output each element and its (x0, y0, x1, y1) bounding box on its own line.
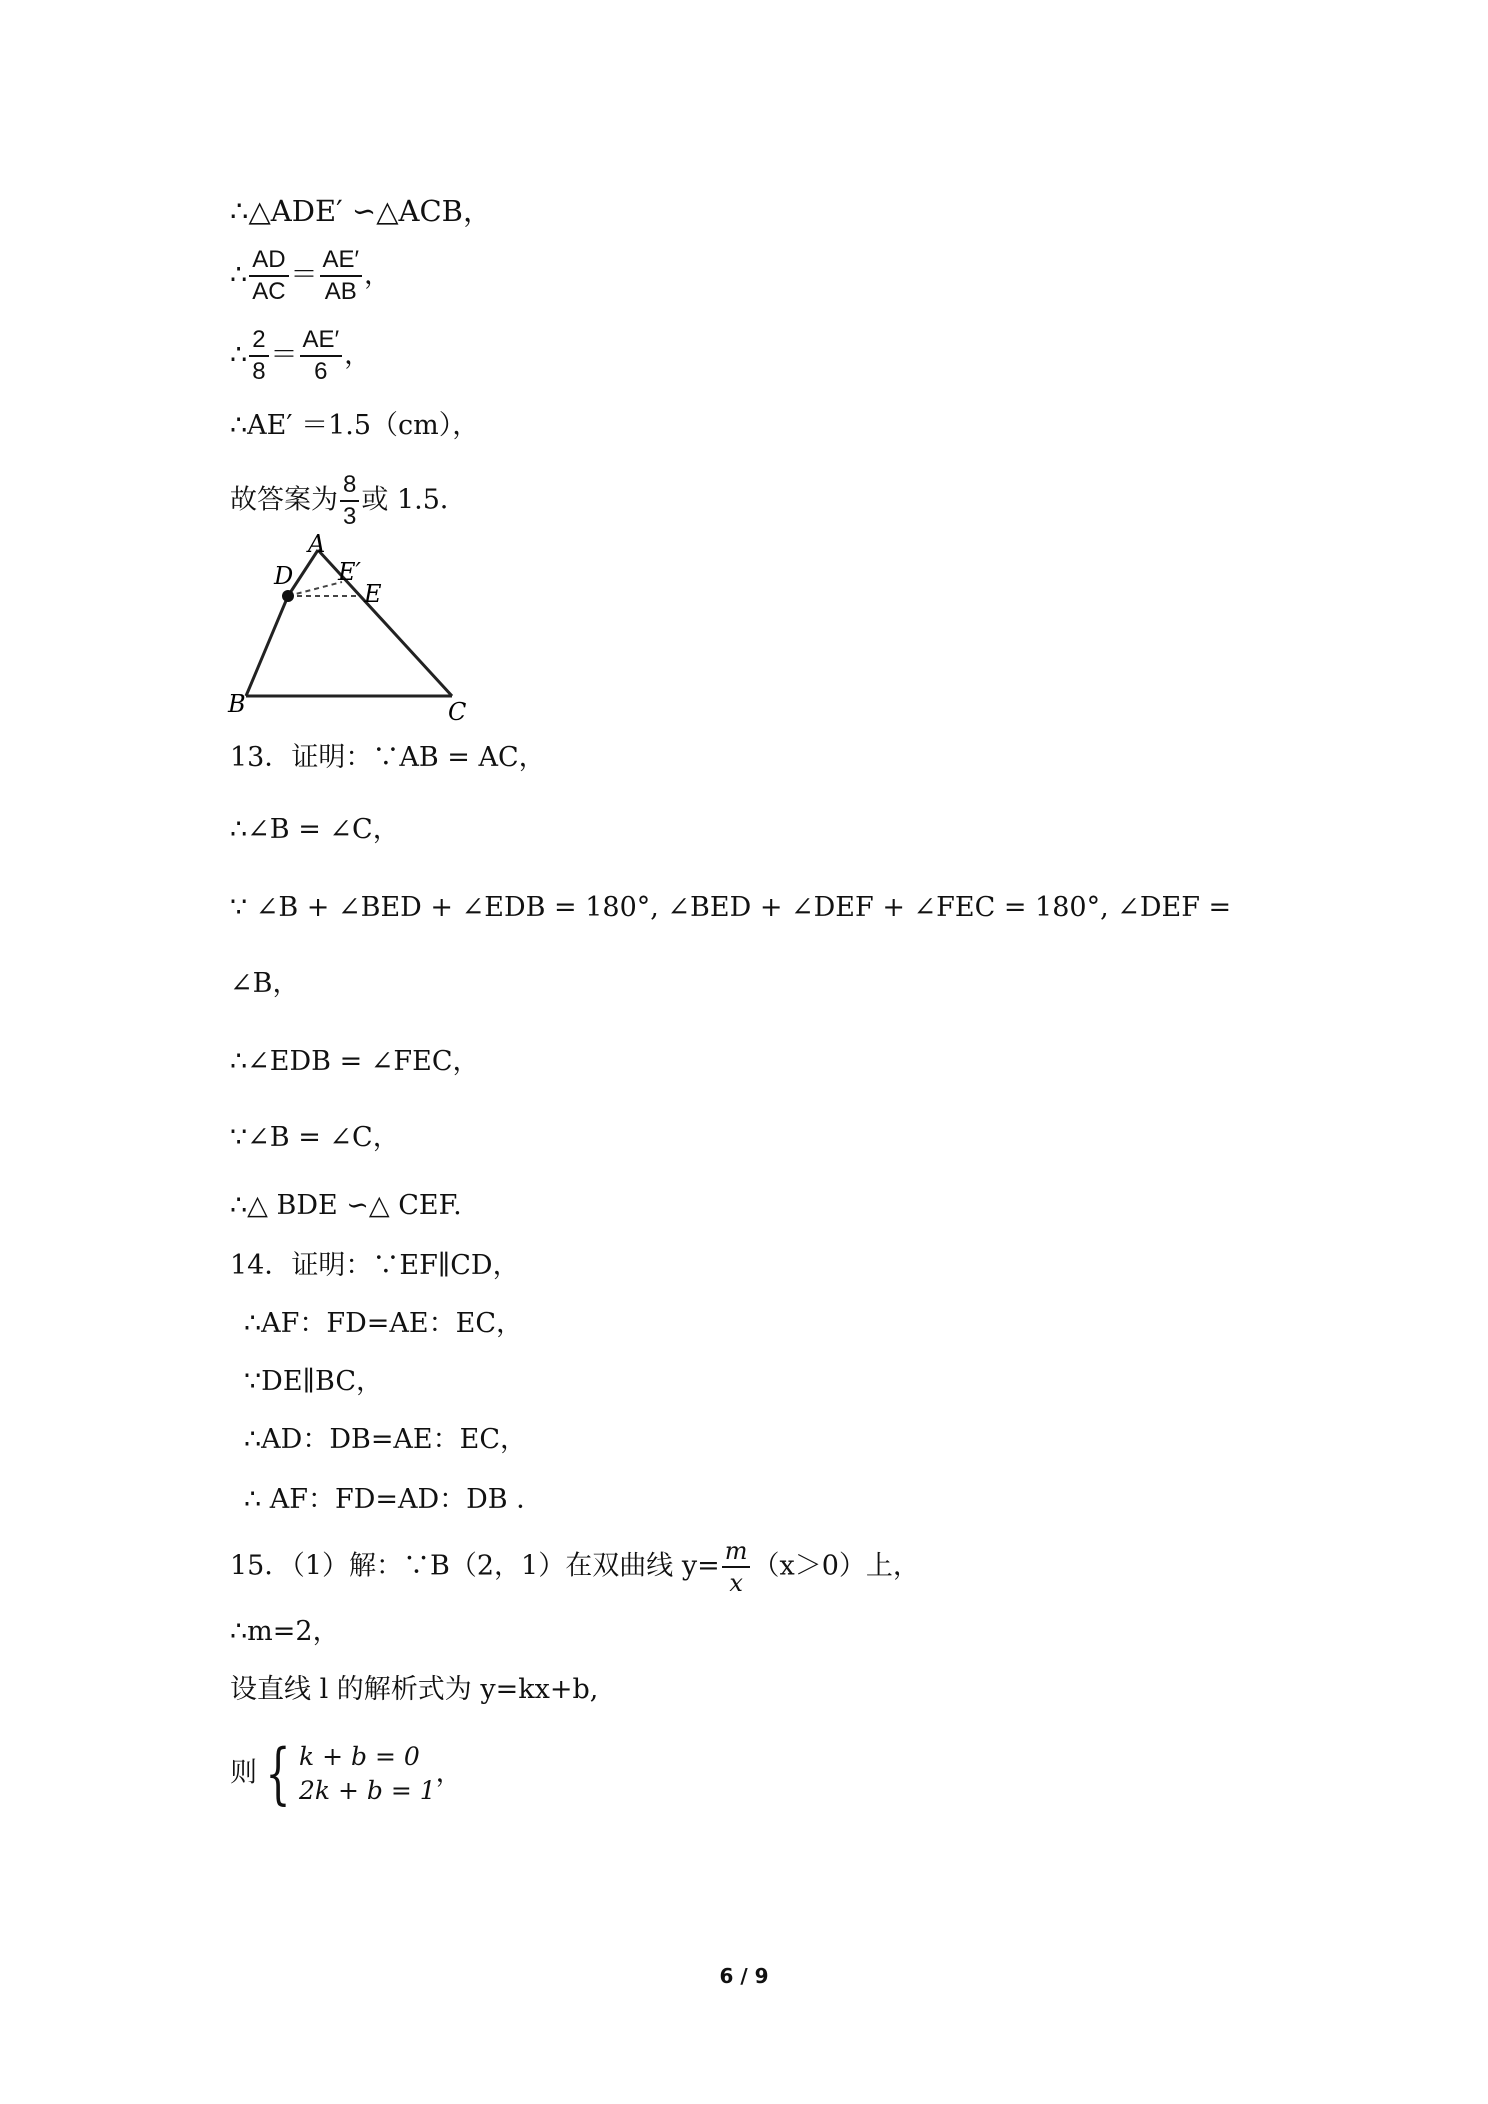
text: 15．（1）解：∵B（2，1）在双曲线 y= (230, 1550, 720, 1582)
label-c: C (448, 698, 467, 726)
text: ∴△ADE′ ∽△ACB， (230, 194, 492, 228)
text: ∴∠EDB = ∠FEC， (230, 1046, 480, 1077)
therefore-symbol: ∴ (230, 339, 248, 371)
q14-title (230, 1248, 520, 1284)
label-d: D (274, 562, 294, 590)
brace: { (265, 1735, 291, 1812)
numerator: 2 (249, 325, 268, 357)
denominator: AC (252, 278, 286, 305)
text: ∠B， (230, 968, 300, 999)
fraction-8-3 (340, 470, 359, 532)
q13-line-7 (230, 1188, 462, 1224)
equals: ＝ (290, 259, 318, 291)
line-ratio-2 (230, 325, 371, 387)
text: ∴ AF：FD=AD：DB ． (244, 1484, 544, 1515)
text: ∵∠B = ∠C， (230, 1122, 400, 1153)
fraction-m-x (722, 1536, 751, 1598)
triangle-figure (220, 528, 480, 728)
equation-2: 2k + b = 1 (299, 1776, 436, 1805)
line-ratio-1 (230, 245, 391, 307)
line-similar-triangles (230, 193, 492, 231)
denominator: x (729, 1569, 743, 1597)
q15-line-3 (230, 1672, 598, 1708)
equation-system (257, 1735, 436, 1812)
numerator: AE′ (300, 325, 343, 357)
denominator: 3 (343, 503, 357, 530)
q13-line-3 (230, 890, 1231, 926)
q13-line-4 (230, 966, 299, 1002)
point-d (282, 590, 294, 602)
comma: ， (364, 259, 392, 291)
text: ∴AD：DB=AE：EC， (244, 1424, 528, 1455)
text: 故答案为 (230, 484, 338, 516)
therefore-symbol: ∴ (230, 259, 248, 291)
comma: ， (435, 1757, 463, 1789)
edge-db (246, 596, 288, 696)
text: 或 1.5． (361, 484, 467, 516)
text: ∴∠B = ∠C， (230, 814, 400, 845)
q14-line-5 (244, 1482, 543, 1518)
line-answer (230, 470, 467, 532)
denominator: 8 (252, 358, 266, 385)
fraction-2-8 (249, 325, 268, 387)
text: （x＞0）上， (752, 1550, 920, 1582)
text: 13．证明：∵AB = AC， (230, 742, 546, 773)
line-ae-value (230, 408, 479, 444)
q13-line-2 (230, 812, 400, 848)
page-number: 6 / 9 (719, 1964, 769, 1988)
text: ∵DE∥BC， (244, 1366, 384, 1397)
fraction-ae-6 (300, 325, 343, 387)
equation-1: k + b = 0 (299, 1742, 420, 1771)
label-e-prime: E′ (338, 558, 361, 586)
denominator: 6 (314, 358, 328, 385)
text: ∵ ∠B + ∠BED + ∠EDB = 180°, ∠BED + ∠DEF + ∠FEC = 180°, ∠DEF = (230, 892, 1232, 923)
q13-line-6 (230, 1120, 400, 1156)
text: ∴m=2， (230, 1616, 340, 1647)
text: 14．证明：∵EF∥CD， (230, 1250, 520, 1281)
q15-line-2 (230, 1614, 340, 1650)
denominator: AB (324, 278, 357, 305)
numerator: AD (249, 245, 288, 277)
q15-title (230, 1536, 920, 1598)
numerator: 8 (340, 470, 359, 502)
text: ∴AE′ ＝1.5（cm）， (230, 410, 480, 441)
numerator: AE′ (320, 245, 363, 277)
label-b: B (228, 690, 246, 718)
q14-line-4 (244, 1422, 527, 1458)
q14-line-2 (244, 1306, 523, 1342)
text: ∴AF：FD=AE：EC， (244, 1308, 523, 1339)
system-lines (299, 1740, 436, 1808)
q15-line-4 (230, 1735, 463, 1812)
comma: ， (344, 339, 372, 371)
equals: ＝ (270, 339, 298, 371)
q14-line-3 (244, 1364, 383, 1400)
numerator: m (722, 1536, 751, 1568)
text: 设直线 l 的解析式为 y=kx+b, (230, 1674, 599, 1705)
q13-line-5 (230, 1044, 480, 1080)
label-a: A (308, 530, 326, 558)
q13-title (230, 740, 546, 776)
text: 则 (230, 1757, 257, 1789)
text: ∴△ BDE ∽△ CEF. (230, 1190, 462, 1221)
label-e: E (364, 580, 382, 608)
fraction-ae-ab (320, 245, 363, 307)
fraction-ad-ac (249, 245, 288, 307)
